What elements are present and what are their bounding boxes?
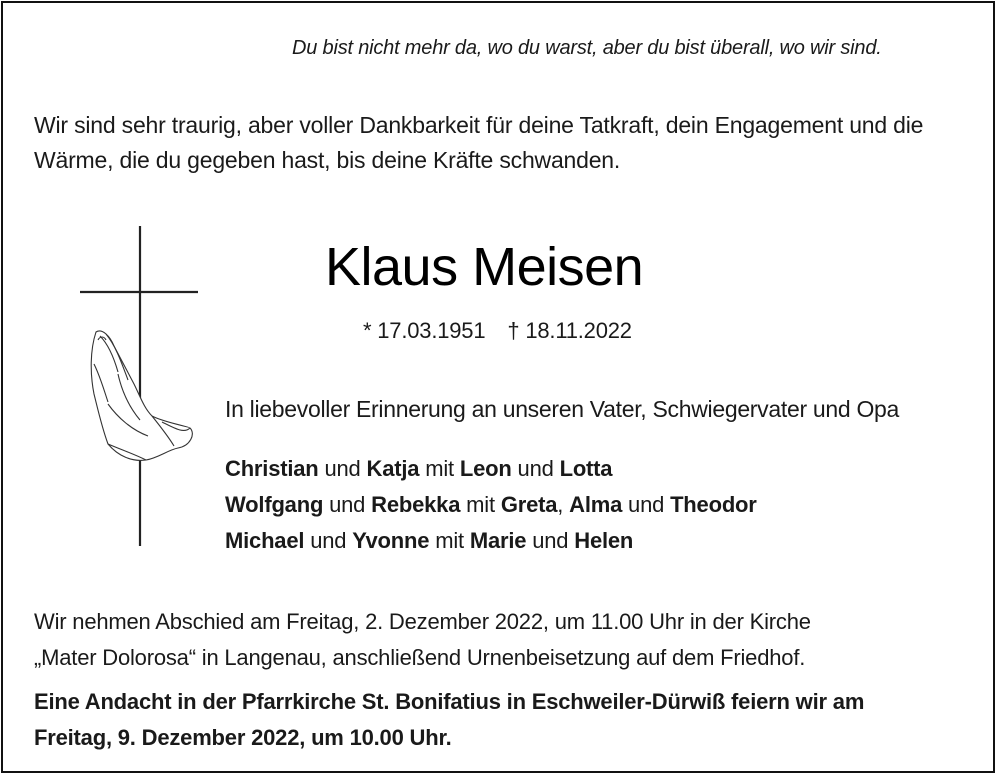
family-member: Michael xyxy=(225,528,305,553)
connector: und xyxy=(622,492,671,517)
motto-quote: Du bist nicht mehr da, wo du warst, aber du bist überall, wo wir sind. xyxy=(292,37,882,59)
birth-date: * 17.03.1951 xyxy=(363,318,486,343)
deceased-name: Klaus Meisen xyxy=(325,237,644,297)
andacht-line-2: Freitag, 9. Dezember 2022, um 10.00 Uhr. xyxy=(34,725,452,750)
farewell-line-2: „Mater Dolorosa“ in Langenau, anschließend Urnenbeisetzung auf dem Friedhof. xyxy=(34,645,806,670)
family-member: Christian xyxy=(225,456,319,481)
farewell-line-1: Wir nehmen Abschied am Freitag, 2. Dezember 2022, um 11.00 Uhr in der Kirche xyxy=(34,609,811,634)
family-member: Leon xyxy=(459,456,512,481)
connector: mit xyxy=(460,492,501,517)
family-member: Yvonne xyxy=(352,528,430,553)
family-member: Alma xyxy=(569,492,623,517)
connector: mit xyxy=(429,528,470,553)
family-line xyxy=(225,451,757,487)
connector: und xyxy=(526,528,575,553)
andacht-info xyxy=(34,684,864,756)
family-member: Greta xyxy=(500,492,558,517)
farewell-info xyxy=(34,604,811,676)
connector: mit xyxy=(419,456,460,481)
family-member: Wolfgang xyxy=(225,492,324,517)
memory-line: In liebevoller Erinnerung an unseren Vater, Schwiegervater und Opa xyxy=(225,396,900,422)
andacht-line-1: Eine Andacht in der Pfarrkirche St. Bonifatius in Eschweiler-Dürwiß feiern wir am xyxy=(34,689,865,714)
life-dates xyxy=(363,318,632,344)
family-member: Katja xyxy=(366,456,420,481)
death-date: † 18.11.2022 xyxy=(507,318,632,343)
connector: , xyxy=(557,492,570,517)
family-member: Rebekka xyxy=(371,492,461,517)
family-member: Theodor xyxy=(670,492,757,517)
cross-with-praying-hands-icon xyxy=(78,224,208,549)
connector: und xyxy=(304,528,353,553)
family-member: Lotta xyxy=(559,456,613,481)
connector: und xyxy=(511,456,560,481)
connector: und xyxy=(323,492,372,517)
praying-hands-icon xyxy=(91,331,192,460)
family-list xyxy=(225,451,757,559)
family-line xyxy=(225,487,757,523)
family-line xyxy=(225,523,757,559)
connector: und xyxy=(318,456,367,481)
family-member: Helen xyxy=(574,528,634,553)
intro-text: Wir sind sehr traurig, aber voller Dankbarkeit für deine Tatkraft, dein Engagement und die Wärme, die du gegeben hast, bis deine Kräfte schwanden. xyxy=(34,112,924,173)
family-member: Marie xyxy=(469,528,527,553)
